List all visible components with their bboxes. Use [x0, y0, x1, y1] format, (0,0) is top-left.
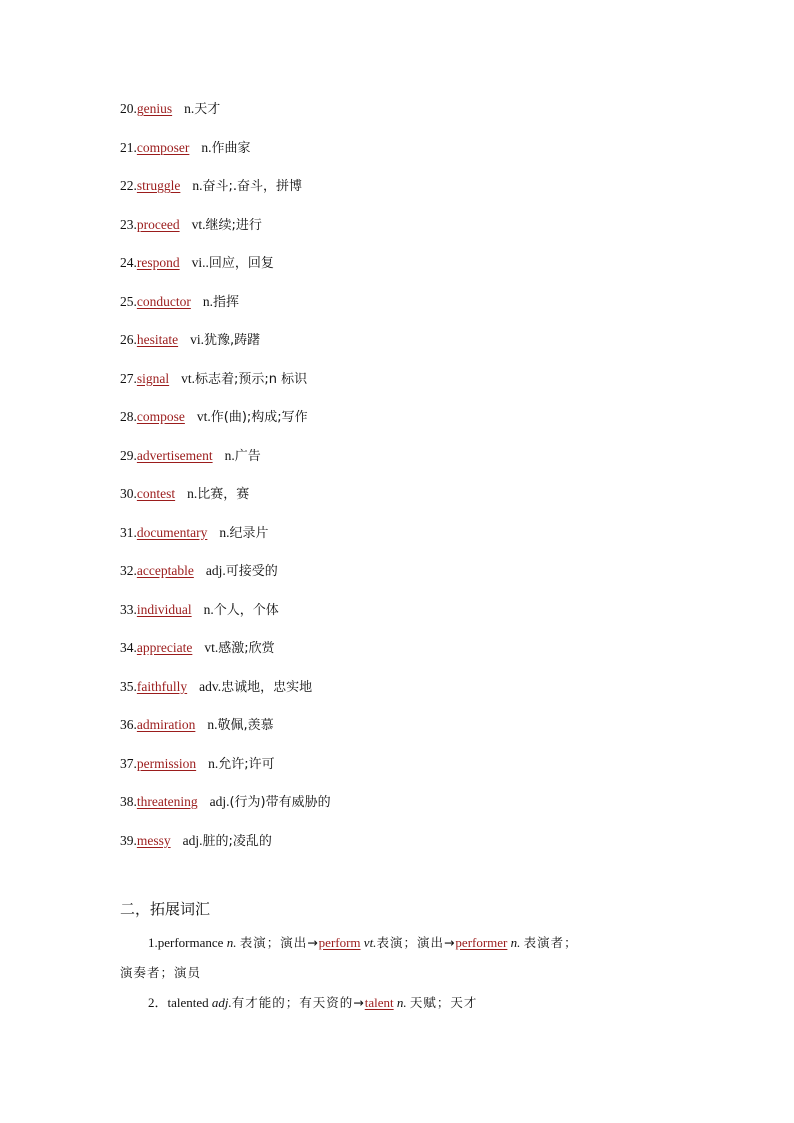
- vocab-number: 29.: [120, 447, 137, 463]
- item1-pos3: n.: [510, 935, 521, 950]
- vocab-pos: vt.: [181, 370, 196, 386]
- vocab-row: [120, 483, 720, 522]
- item1-def3: 表演者；: [523, 935, 578, 950]
- vocab-word: signal: [136, 370, 170, 386]
- vocab-number: 27.: [120, 370, 137, 386]
- vocab-number: 28.: [120, 409, 137, 424]
- vocab-number: 22.: [120, 178, 137, 193]
- vocab-word: acceptable: [136, 563, 194, 578]
- vocab-row: [120, 291, 720, 330]
- item2-pos2: n.: [396, 995, 407, 1010]
- vocab-row: [120, 599, 720, 638]
- vocab-definition: 比赛，赛: [197, 487, 250, 502]
- vocab-word: advertisement: [136, 447, 213, 463]
- vocab-pos: vi..: [191, 255, 209, 270]
- vocab-word: admiration: [136, 717, 196, 732]
- vocab-number: 30.: [120, 486, 137, 501]
- vocab-row: [120, 522, 720, 561]
- vocab-number: 34.: [120, 640, 137, 655]
- vocab-row: [120, 368, 720, 407]
- vocab-row: [120, 791, 720, 830]
- vocab-row: [120, 406, 720, 445]
- item2-link1: talent: [364, 995, 394, 1010]
- vocab-word: contest: [136, 486, 176, 501]
- vocab-word: threatening: [136, 794, 198, 809]
- vocab-word: messy: [136, 832, 171, 848]
- extension-item-1: [120, 928, 700, 1018]
- vocab-word: struggle: [136, 178, 181, 193]
- vocab-definition: 奋斗;.奋斗，拼博: [202, 179, 303, 194]
- item1-def3b: 演奏者；演员: [120, 965, 202, 980]
- vocab-word: permission: [136, 755, 197, 771]
- item1-def1: 表演；演出→: [239, 935, 319, 950]
- vocab-word: documentary: [136, 524, 208, 540]
- item2-def1: 有才能的；有天资的→: [231, 995, 365, 1010]
- vocab-pos: n.: [202, 293, 213, 309]
- vocab-row: [120, 98, 720, 137]
- vocab-word: faithfully: [136, 678, 188, 694]
- vocab-pos: adj.: [182, 832, 203, 848]
- item2-lead: 2．talented: [148, 995, 209, 1010]
- item1-link2: performer: [455, 935, 508, 950]
- vocab-pos: vi.: [190, 332, 204, 347]
- item2-def2: 天赋；天才: [409, 995, 478, 1010]
- vocab-row: [120, 137, 720, 176]
- vocab-definition: 脏的;凌乱的: [202, 833, 272, 849]
- vocab-row: [120, 214, 720, 253]
- vocab-pos: vt.: [196, 409, 211, 424]
- vocab-row: [120, 329, 720, 368]
- vocab-definition: 回应，回复: [208, 256, 274, 271]
- vocab-definition: 纪录片: [229, 525, 269, 541]
- item1-pos2: vt.: [363, 935, 377, 950]
- vocab-definition: 继续;进行: [205, 217, 262, 233]
- vocab-pos: adv.: [199, 678, 222, 694]
- vocab-number: 32.: [120, 563, 137, 578]
- vocab-word: conductor: [136, 293, 191, 309]
- vocab-number: 37.: [120, 755, 137, 771]
- item1-def2: 表演；演出→: [376, 935, 456, 950]
- vocab-row: [120, 252, 720, 291]
- vocab-definition: 天才: [194, 102, 221, 117]
- vocab-number: 36.: [120, 717, 137, 732]
- vocab-definition: 作(曲);构成;写作: [210, 410, 308, 425]
- vocab-definition: 个人，个体: [213, 602, 279, 618]
- vocab-definition: 标志着;预示;n 标识: [195, 371, 308, 387]
- vocab-row: [120, 753, 720, 792]
- vocab-definition: 指挥: [212, 294, 239, 310]
- vocab-word: individual: [136, 601, 192, 617]
- vocab-pos: n.: [184, 101, 195, 116]
- vocab-word: respond: [136, 255, 180, 270]
- vocab-definition: (行为)带有威胁的: [229, 795, 331, 810]
- section-title: 二，拓展词汇: [120, 900, 211, 918]
- vocab-pos: n.: [203, 601, 214, 617]
- vocab-number: 38.: [120, 794, 137, 809]
- item1-pos1: n.: [226, 935, 237, 950]
- vocab-row: [120, 676, 720, 715]
- vocab-definition: 忠诚地，忠实地: [221, 679, 313, 695]
- vocab-word: hesitate: [136, 332, 179, 347]
- vocab-number: 25.: [120, 293, 137, 309]
- vocab-word: genius: [136, 101, 173, 116]
- vocab-word: appreciate: [136, 640, 193, 655]
- vocab-definition: 可接受的: [225, 564, 278, 579]
- vocab-number: 39.: [120, 832, 137, 848]
- vocab-definition: 犹豫,踌躇: [204, 333, 261, 348]
- vocab-row: [120, 175, 720, 214]
- item2-pos1: adj.: [211, 995, 232, 1010]
- vocab-row: [120, 637, 720, 676]
- vocab-definition: 作曲家: [211, 140, 251, 156]
- vocab-pos: n.: [207, 717, 218, 732]
- vocab-row: [120, 560, 720, 599]
- vocab-number: 21.: [120, 139, 137, 155]
- vocab-row: [120, 714, 720, 753]
- vocab-number: 26.: [120, 332, 137, 347]
- vocab-pos: n.: [208, 755, 219, 771]
- vocab-pos: n.: [187, 486, 198, 501]
- vocab-definition: 感激;欣赏: [218, 641, 275, 656]
- vocab-row: [120, 445, 720, 484]
- vocab-number: 35.: [120, 678, 137, 694]
- vocab-word: proceed: [136, 216, 180, 232]
- vocab-definition: 敬佩,羡慕: [217, 718, 274, 733]
- vocab-row: [120, 830, 720, 869]
- vocab-pos: vt.: [191, 216, 206, 232]
- item1-link1: perform: [318, 935, 361, 950]
- item1-lead: 1.performance: [148, 935, 224, 950]
- vocab-number: 23.: [120, 216, 137, 232]
- vocab-number: 20.: [120, 101, 137, 116]
- vocab-pos: adj.: [209, 794, 230, 809]
- vocab-pos: n.: [192, 178, 203, 193]
- vocab-number: 24.: [120, 255, 137, 270]
- vocab-number: 33.: [120, 601, 137, 617]
- vocab-pos: n.: [201, 139, 212, 155]
- vocab-pos: adj.: [205, 563, 226, 578]
- vocab-word: compose: [136, 409, 185, 424]
- vocab-pos: n.: [224, 447, 235, 463]
- vocabulary-list: [120, 98, 720, 868]
- vocab-definition: 广告: [234, 448, 261, 464]
- vocab-number: 31.: [120, 524, 137, 540]
- vocab-definition: 允许;许可: [218, 756, 275, 772]
- vocab-pos: n.: [219, 524, 230, 540]
- vocab-word: composer: [136, 139, 190, 155]
- vocab-pos: vt.: [204, 640, 219, 655]
